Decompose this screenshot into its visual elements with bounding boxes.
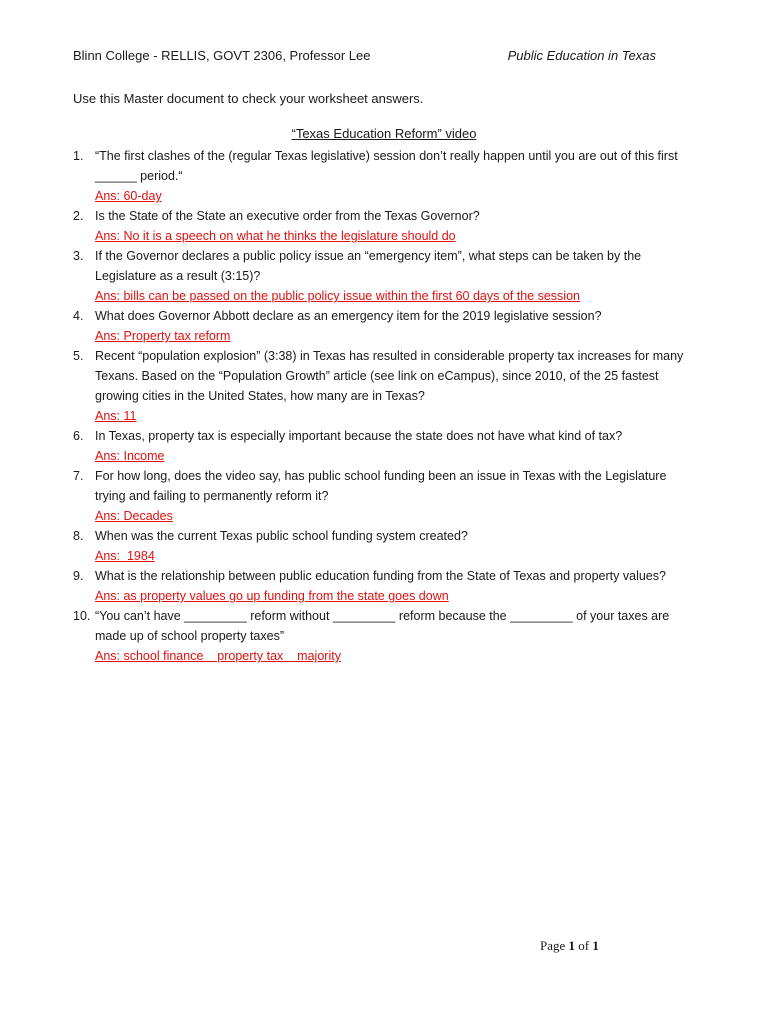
question-number: 2.: [73, 209, 84, 223]
question-text: When was the current Texas public school funding system created?: [95, 529, 468, 543]
question-item: [73, 526, 693, 566]
question-text: Recent “population explosion” (3:38) in Texas has resulted in considerable property tax increases for many Texans. Based on the “Population Growth” article (see link on eCampus), since 2010, of the 25 fastest growing cities in the United States, how many are in Texas?: [95, 349, 684, 403]
answer-text: Ans: 11: [95, 409, 137, 423]
answer-text: Ans: Decades: [95, 509, 173, 523]
question-number: 10.: [73, 609, 91, 623]
answer-text: Ans: Property tax reform: [95, 329, 231, 343]
question-item: [73, 606, 693, 666]
question-number: 7.: [73, 469, 84, 483]
intro-text: Use this Master document to check your worksheet answers.: [73, 91, 424, 106]
question-number: 9.: [73, 569, 84, 583]
question-item: [73, 246, 693, 306]
page-label: Page: [540, 938, 566, 953]
question-text: “The first clashes of the (regular Texas legislative) session don’t really happen until you are out of this first ______ period.“: [95, 149, 678, 183]
question-text: “You can’t have _________ reform without _________ reform because the _________ of your taxes are made up of school property taxes”: [95, 609, 670, 643]
page-total: 1: [592, 938, 599, 953]
question-text: If the Governor declares a public policy issue an “emergency item”, what steps can be taken by the Legislature as a result (3:15)?: [95, 249, 642, 283]
page-footer: [540, 938, 599, 954]
page-of-label: of: [578, 938, 590, 953]
question-text: In Texas, property tax is especially important because the state does not have what kind of tax?: [95, 429, 623, 443]
question-number: 4.: [73, 309, 84, 323]
question-number: 3.: [73, 249, 84, 263]
question-list: [73, 146, 693, 666]
answer-text: Ans: bills can be passed on the public policy issue within the first 60 days of the session: [95, 289, 580, 303]
question-number: 5.: [73, 349, 84, 363]
section-title: “Texas Education Reform” video: [291, 126, 477, 141]
question-text: For how long, does the video say, has public school funding been an issue in Texas with the Legislature trying and failing to permanently reform it?: [95, 469, 667, 503]
question-item: [73, 566, 693, 606]
answer-text: Ans: Income: [95, 449, 165, 463]
question-item: [73, 346, 693, 426]
header-course: Blinn College - RELLIS, GOVT 2306, Professor Lee: [73, 48, 371, 63]
answer-text: Ans: school finance property tax majority: [95, 649, 341, 663]
question-text: What does Governor Abbott declare as an emergency item for the 2019 legislative session?: [95, 309, 602, 323]
question-item: [73, 426, 693, 466]
answer-text: Ans: 1984: [95, 549, 155, 563]
header-topic: Public Education in Texas: [507, 48, 656, 63]
question-number: 6.: [73, 429, 84, 443]
question-text: Is the State of the State an executive order from the Texas Governor?: [95, 209, 480, 223]
question-number: 1.: [73, 149, 84, 163]
question-item: [73, 306, 693, 346]
question-item: [73, 146, 693, 206]
page-number: 1: [568, 938, 576, 953]
answer-text: Ans: as property values go up funding from the state goes down: [95, 589, 449, 603]
question-item: [73, 466, 693, 526]
answer-text: Ans: 60-day: [95, 189, 162, 203]
answer-text: Ans: No it is a speech on what he thinks the legislature should do: [95, 229, 456, 243]
question-item: [73, 206, 693, 246]
question-text: What is the relationship between public education funding from the State of Texas and property values?: [95, 569, 666, 583]
question-number: 8.: [73, 529, 84, 543]
